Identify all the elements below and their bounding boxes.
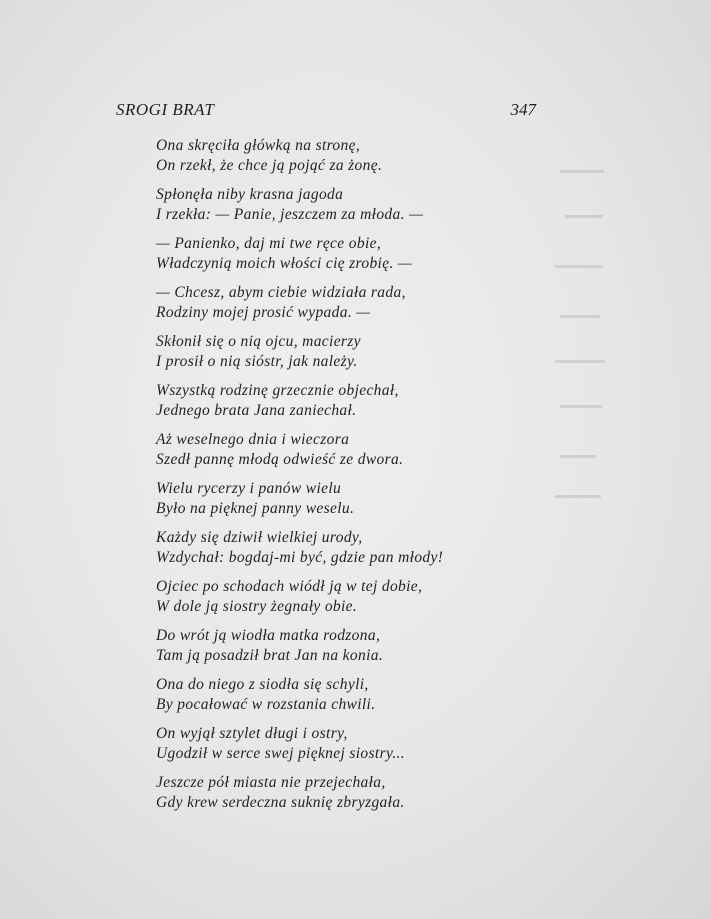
poem-line: On wyjął sztylet długi i ostry, <box>156 725 348 742</box>
page-header <box>116 100 536 126</box>
poem-line: Ona skręciła główką na stronę, <box>156 137 361 154</box>
stanza <box>156 381 516 420</box>
poem-line: By pocałować w rozstania chwili. <box>156 695 376 713</box>
poem-line: Do wrót ją wiodła matka rodzona, <box>156 627 381 644</box>
poem-line: Szedł pannę młodą odwieść ze dwora. <box>156 450 404 468</box>
stanza <box>156 479 516 518</box>
poem-line: Jednego brata Jana zaniechał. <box>156 401 357 419</box>
poem-line: Tam ją posadził brat Jan na konia. <box>156 646 384 664</box>
poem-line: Wielu rycerzy i panów wielu <box>156 480 342 497</box>
stanza <box>156 234 516 273</box>
page-number: 347 <box>510 100 536 119</box>
poem-line: Ugodził w serce swej pięknej siostry... <box>156 744 405 762</box>
stanza <box>156 724 516 763</box>
stanza <box>156 332 516 371</box>
stanza <box>156 675 516 714</box>
poem-line: — Panienko, daj mi twe ręce obie, <box>156 235 382 252</box>
poem-line: Aż weselnego dnia i wieczora <box>156 431 350 448</box>
poem-line: Było na pięknej panny weselu. <box>156 499 355 517</box>
poem-line: Jeszcze pół miasta nie przejechała, <box>156 774 386 791</box>
poem <box>156 136 516 812</box>
poem-line: I rzekła: — Panie, jeszczem za młoda. — <box>156 205 424 223</box>
poem-line: Spłonęła niby krasna jagoda <box>156 186 344 203</box>
poem-line: W dole ją siostry żegnały obie. <box>156 597 358 615</box>
poem-line: Ona do niego z siodła się schyli, <box>156 676 369 693</box>
poem-line: Rodziny mojej prosić wypada. — <box>156 303 371 321</box>
poem-line: Wzdychał: bogdaj-mi być, gdzie pan młody! <box>156 548 444 566</box>
running-title: SROGI BRAT <box>116 100 215 119</box>
stanza <box>156 577 516 616</box>
poem-line: Gdy krew serdeczna suknię zbryzgała. <box>156 793 405 811</box>
stanza <box>156 528 516 567</box>
poem-line: Każdy się dziwił wielkiej urody, <box>156 529 363 546</box>
poem-line: Ojciec po schodach wiódł ją w tej dobie, <box>156 578 423 595</box>
poem-line: Wszystką rodzinę grzecznie objechał, <box>156 382 399 399</box>
poem-line: I prosił o nią sióstr, jak należy. <box>156 352 358 370</box>
stanza <box>156 283 516 322</box>
stanza <box>156 430 516 469</box>
stanza <box>156 626 516 665</box>
poem-line: — Chcesz, abym ciebie widziała rada, <box>156 284 406 301</box>
poem-line: On rzekł, że chce ją pojąć za żonę. <box>156 156 383 174</box>
stanza <box>156 185 516 224</box>
stanza <box>156 136 516 175</box>
poem-line: Skłonił się o nią ojcu, macierzy <box>156 333 361 350</box>
stanza <box>156 773 516 812</box>
poem-line: Władczynią moich włości cię zrobię. — <box>156 254 413 272</box>
